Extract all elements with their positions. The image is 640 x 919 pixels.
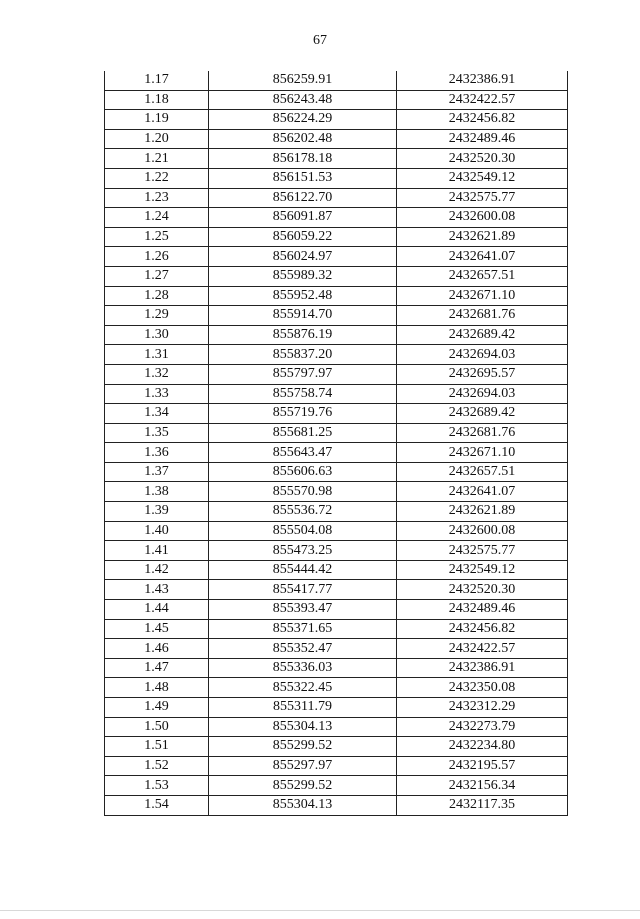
x-coordinate-cell: 855473.25 <box>209 541 397 561</box>
x-coordinate-cell: 856024.97 <box>209 247 397 267</box>
point-id-cell: 1.29 <box>105 306 209 326</box>
point-id-cell: 1.36 <box>105 443 209 463</box>
x-coordinate-cell: 855797.97 <box>209 364 397 384</box>
x-coordinate-cell: 855297.97 <box>209 756 397 776</box>
table-row <box>105 462 568 482</box>
y-coordinate-cell: 2432422.57 <box>397 90 568 110</box>
point-id-cell: 1.35 <box>105 423 209 443</box>
x-coordinate-cell: 855304.13 <box>209 795 397 815</box>
table-row <box>105 502 568 522</box>
y-coordinate-cell: 2432641.07 <box>397 482 568 502</box>
y-coordinate-cell: 2432273.79 <box>397 717 568 737</box>
table-row <box>105 521 568 541</box>
y-coordinate-cell: 2432689.42 <box>397 325 568 345</box>
point-id-cell: 1.24 <box>105 208 209 228</box>
point-id-cell: 1.25 <box>105 227 209 247</box>
point-id-cell: 1.39 <box>105 502 209 522</box>
point-id-cell: 1.49 <box>105 698 209 718</box>
table-row <box>105 776 568 796</box>
y-coordinate-cell: 2432600.08 <box>397 521 568 541</box>
y-coordinate-cell: 2432600.08 <box>397 208 568 228</box>
x-coordinate-cell: 855952.48 <box>209 286 397 306</box>
y-coordinate-cell: 2432621.89 <box>397 227 568 247</box>
y-coordinate-cell: 2432117.35 <box>397 795 568 815</box>
point-id-cell: 1.46 <box>105 639 209 659</box>
point-id-cell: 1.44 <box>105 600 209 620</box>
x-coordinate-cell: 855417.77 <box>209 580 397 600</box>
table-row <box>105 795 568 815</box>
table-row <box>105 443 568 463</box>
table-row <box>105 580 568 600</box>
table-row <box>105 541 568 561</box>
table-row <box>105 208 568 228</box>
x-coordinate-cell: 856224.29 <box>209 110 397 130</box>
table-row <box>105 71 568 90</box>
point-id-cell: 1.52 <box>105 756 209 776</box>
y-coordinate-cell: 2432695.57 <box>397 364 568 384</box>
page-bottom-edge <box>0 910 640 911</box>
x-coordinate-cell: 855570.98 <box>209 482 397 502</box>
table-row <box>105 149 568 169</box>
x-coordinate-cell: 856259.91 <box>209 71 397 90</box>
table-row <box>105 168 568 188</box>
x-coordinate-cell: 855536.72 <box>209 502 397 522</box>
y-coordinate-cell: 2432156.34 <box>397 776 568 796</box>
table-row <box>105 247 568 267</box>
table-row <box>105 90 568 110</box>
x-coordinate-cell: 856122.70 <box>209 188 397 208</box>
y-coordinate-cell: 2432234.80 <box>397 737 568 757</box>
table-row <box>105 619 568 639</box>
table-row <box>105 482 568 502</box>
point-id-cell: 1.38 <box>105 482 209 502</box>
table-row <box>105 345 568 365</box>
coordinates-table <box>104 71 568 816</box>
y-coordinate-cell: 2432657.51 <box>397 266 568 286</box>
table-row <box>105 600 568 620</box>
x-coordinate-cell: 855606.63 <box>209 462 397 482</box>
x-coordinate-cell: 856151.53 <box>209 168 397 188</box>
y-coordinate-cell: 2432350.08 <box>397 678 568 698</box>
point-id-cell: 1.30 <box>105 325 209 345</box>
x-coordinate-cell: 856202.48 <box>209 129 397 149</box>
table-row <box>105 325 568 345</box>
y-coordinate-cell: 2432657.51 <box>397 462 568 482</box>
table-row <box>105 384 568 404</box>
x-coordinate-cell: 856243.48 <box>209 90 397 110</box>
point-id-cell: 1.31 <box>105 345 209 365</box>
y-coordinate-cell: 2432549.12 <box>397 560 568 580</box>
point-id-cell: 1.28 <box>105 286 209 306</box>
point-id-cell: 1.33 <box>105 384 209 404</box>
y-coordinate-cell: 2432456.82 <box>397 619 568 639</box>
point-id-cell: 1.53 <box>105 776 209 796</box>
table-row <box>105 286 568 306</box>
y-coordinate-cell: 2432689.42 <box>397 404 568 424</box>
x-coordinate-cell: 856091.87 <box>209 208 397 228</box>
x-coordinate-cell: 855914.70 <box>209 306 397 326</box>
x-coordinate-cell: 855837.20 <box>209 345 397 365</box>
table-row <box>105 266 568 286</box>
page-number: 67 <box>313 33 327 48</box>
table-row <box>105 110 568 130</box>
point-id-cell: 1.50 <box>105 717 209 737</box>
point-id-cell: 1.34 <box>105 404 209 424</box>
table-row <box>105 227 568 247</box>
y-coordinate-cell: 2432489.46 <box>397 129 568 149</box>
point-id-cell: 1.42 <box>105 560 209 580</box>
y-coordinate-cell: 2432549.12 <box>397 168 568 188</box>
point-id-cell: 1.23 <box>105 188 209 208</box>
x-coordinate-cell: 855504.08 <box>209 521 397 541</box>
x-coordinate-cell: 855352.47 <box>209 639 397 659</box>
point-id-cell: 1.26 <box>105 247 209 267</box>
point-id-cell: 1.17 <box>105 71 209 90</box>
x-coordinate-cell: 855643.47 <box>209 443 397 463</box>
table-row <box>105 423 568 443</box>
x-coordinate-cell: 855304.13 <box>209 717 397 737</box>
x-coordinate-cell: 856178.18 <box>209 149 397 169</box>
table-row <box>105 658 568 678</box>
y-coordinate-cell: 2432641.07 <box>397 247 568 267</box>
x-coordinate-cell: 855719.76 <box>209 404 397 424</box>
x-coordinate-cell: 855876.19 <box>209 325 397 345</box>
x-coordinate-cell: 855371.65 <box>209 619 397 639</box>
point-id-cell: 1.41 <box>105 541 209 561</box>
x-coordinate-cell: 855681.25 <box>209 423 397 443</box>
x-coordinate-cell: 855758.74 <box>209 384 397 404</box>
y-coordinate-cell: 2432671.10 <box>397 443 568 463</box>
point-id-cell: 1.19 <box>105 110 209 130</box>
y-coordinate-cell: 2432195.57 <box>397 756 568 776</box>
table-row <box>105 678 568 698</box>
y-coordinate-cell: 2432520.30 <box>397 149 568 169</box>
point-id-cell: 1.54 <box>105 795 209 815</box>
y-coordinate-cell: 2432621.89 <box>397 502 568 522</box>
y-coordinate-cell: 2432386.91 <box>397 658 568 678</box>
point-id-cell: 1.22 <box>105 168 209 188</box>
y-coordinate-cell: 2432520.30 <box>397 580 568 600</box>
y-coordinate-cell: 2432671.10 <box>397 286 568 306</box>
x-coordinate-cell: 855989.32 <box>209 266 397 286</box>
y-coordinate-cell: 2432681.76 <box>397 423 568 443</box>
table-row <box>105 306 568 326</box>
table-row <box>105 404 568 424</box>
x-coordinate-cell: 855393.47 <box>209 600 397 620</box>
y-coordinate-cell: 2432575.77 <box>397 188 568 208</box>
x-coordinate-cell: 855444.42 <box>209 560 397 580</box>
point-id-cell: 1.18 <box>105 90 209 110</box>
point-id-cell: 1.20 <box>105 129 209 149</box>
y-coordinate-cell: 2432694.03 <box>397 384 568 404</box>
table-row <box>105 756 568 776</box>
point-id-cell: 1.27 <box>105 266 209 286</box>
table-row <box>105 364 568 384</box>
table-row <box>105 639 568 659</box>
y-coordinate-cell: 2432489.46 <box>397 600 568 620</box>
table-row <box>105 129 568 149</box>
table-row <box>105 717 568 737</box>
point-id-cell: 1.32 <box>105 364 209 384</box>
x-coordinate-cell: 855322.45 <box>209 678 397 698</box>
y-coordinate-cell: 2432694.03 <box>397 345 568 365</box>
y-coordinate-cell: 2432681.76 <box>397 306 568 326</box>
table-row <box>105 560 568 580</box>
x-coordinate-cell: 855299.52 <box>209 737 397 757</box>
y-coordinate-cell: 2432386.91 <box>397 71 568 90</box>
point-id-cell: 1.21 <box>105 149 209 169</box>
table-row <box>105 698 568 718</box>
point-id-cell: 1.48 <box>105 678 209 698</box>
x-coordinate-cell: 855311.79 <box>209 698 397 718</box>
point-id-cell: 1.43 <box>105 580 209 600</box>
y-coordinate-cell: 2432456.82 <box>397 110 568 130</box>
y-coordinate-cell: 2432312.29 <box>397 698 568 718</box>
point-id-cell: 1.37 <box>105 462 209 482</box>
table-row <box>105 737 568 757</box>
coordinates-table-body <box>105 71 568 815</box>
x-coordinate-cell: 856059.22 <box>209 227 397 247</box>
y-coordinate-cell: 2432575.77 <box>397 541 568 561</box>
y-coordinate-cell: 2432422.57 <box>397 639 568 659</box>
x-coordinate-cell: 855299.52 <box>209 776 397 796</box>
point-id-cell: 1.51 <box>105 737 209 757</box>
point-id-cell: 1.40 <box>105 521 209 541</box>
x-coordinate-cell: 855336.03 <box>209 658 397 678</box>
table-row <box>105 188 568 208</box>
point-id-cell: 1.45 <box>105 619 209 639</box>
point-id-cell: 1.47 <box>105 658 209 678</box>
